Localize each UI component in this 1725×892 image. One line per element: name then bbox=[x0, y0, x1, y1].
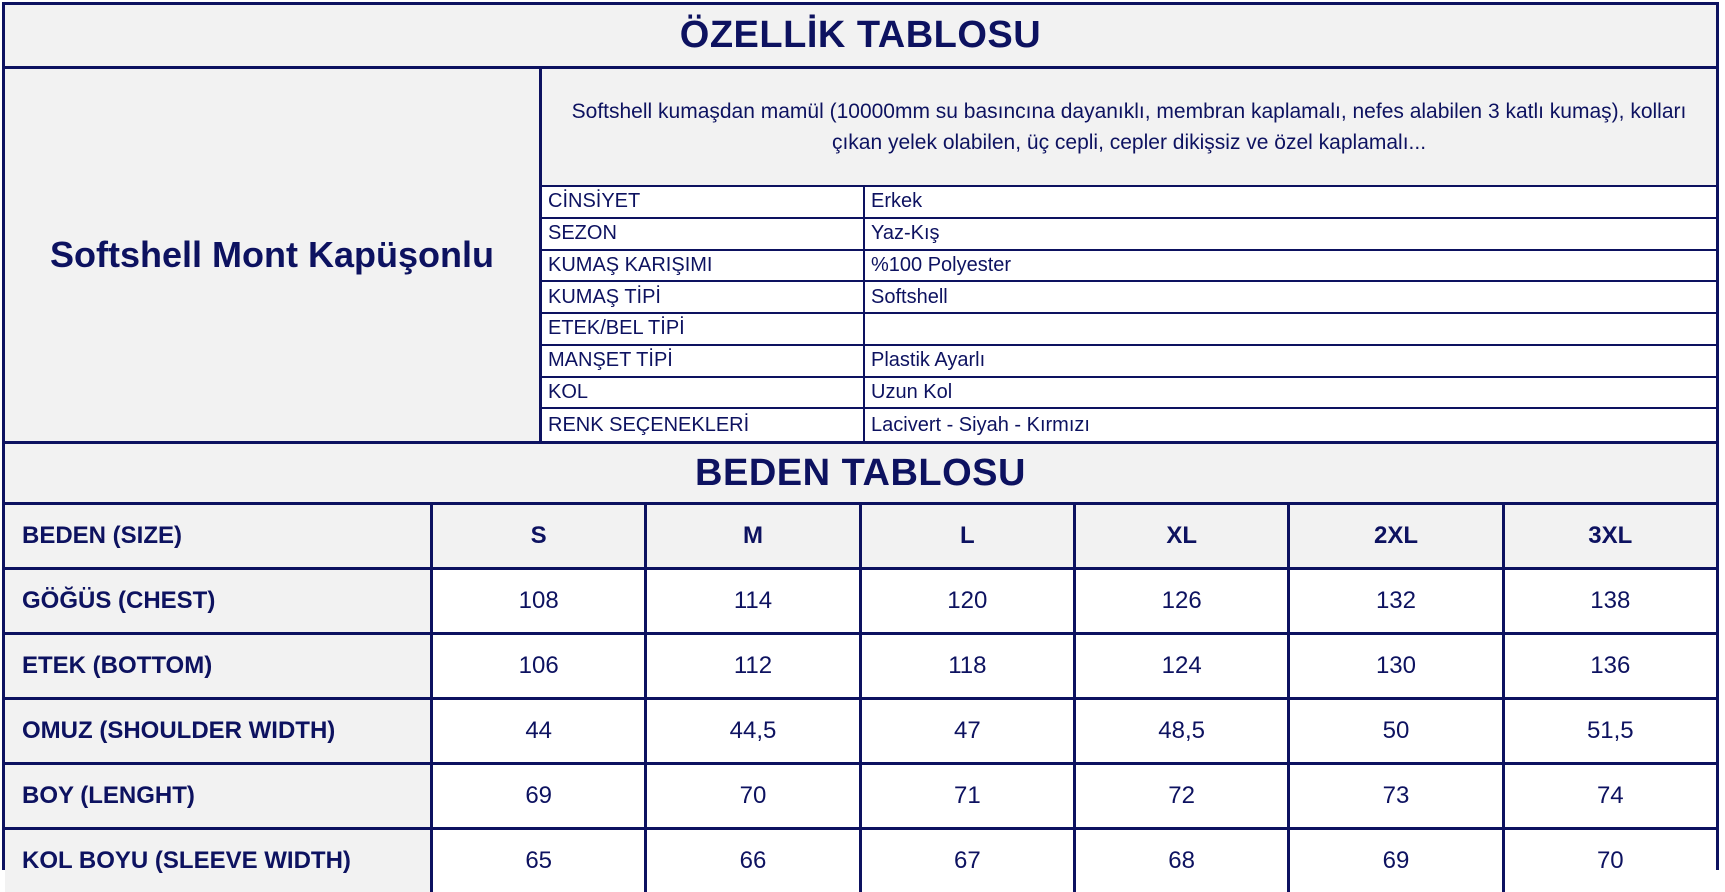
measure-cell: 50 bbox=[1290, 700, 1504, 762]
size-table bbox=[5, 505, 1716, 874]
measure-cell: 118 bbox=[862, 635, 1076, 697]
measure-cell: 108 bbox=[433, 570, 647, 632]
measure-label: OMUZ (SHOULDER WIDTH) bbox=[5, 700, 433, 762]
attribute-row bbox=[542, 346, 1716, 378]
size-header-cell: 2XL bbox=[1290, 505, 1504, 567]
spec-sheet bbox=[2, 2, 1719, 874]
attribute-key: ETEK/BEL TİPİ bbox=[542, 314, 865, 344]
product-description: Softshell kumaşdan mamül (10000mm su basıncına dayanıklı, membran kaplamalı, nefes alabilen 3 katlı kumaş), kolları çıkan yelek olabilen, üç cepli, cepler dikişsiz ve özel kaplamalı... bbox=[542, 69, 1716, 187]
size-row-sleeve bbox=[5, 830, 1716, 892]
attribute-value: %100 Polyester bbox=[871, 253, 1012, 276]
measure-cell: 126 bbox=[1076, 570, 1290, 632]
measure-cell: 44 bbox=[433, 700, 647, 762]
measure-cell: 73 bbox=[1290, 765, 1504, 827]
measure-cell: 68 bbox=[1076, 830, 1290, 892]
product-name: Softshell Mont Kapüşonlu bbox=[5, 69, 542, 441]
measure-cell: 106 bbox=[433, 635, 647, 697]
measure-cell: 67 bbox=[862, 830, 1076, 892]
attribute-row bbox=[542, 187, 1716, 219]
attribute-row bbox=[542, 409, 1716, 441]
attribute-value: Erkek bbox=[871, 190, 923, 213]
size-row-chest bbox=[5, 570, 1716, 635]
measure-cell: 136 bbox=[1505, 635, 1716, 697]
attribute-row bbox=[542, 314, 1716, 346]
attribute-value: Lacivert - Siyah - Kırmızı bbox=[871, 413, 1090, 436]
attribute-row bbox=[542, 251, 1716, 283]
attribute-row bbox=[542, 282, 1716, 314]
attribute-key: KOL bbox=[542, 378, 865, 408]
size-header-cell: M bbox=[647, 505, 861, 567]
size-header-cell: XL bbox=[1076, 505, 1290, 567]
measure-cell: 70 bbox=[647, 765, 861, 827]
size-header-cell: L bbox=[862, 505, 1076, 567]
measure-cell: 138 bbox=[1505, 570, 1716, 632]
measure-cell: 70 bbox=[1505, 830, 1716, 892]
feature-table-title: ÖZELLİK TABLOSU bbox=[5, 5, 1716, 69]
size-header-row bbox=[5, 505, 1716, 570]
attribute-value: Uzun Kol bbox=[871, 380, 953, 403]
attribute-row bbox=[542, 219, 1716, 251]
measure-cell: 44,5 bbox=[647, 700, 861, 762]
attribute-list bbox=[542, 187, 1716, 441]
attribute-value: Yaz-Kış bbox=[871, 222, 940, 245]
attribute-row bbox=[542, 378, 1716, 410]
feature-table bbox=[5, 69, 1716, 441]
measure-cell: 132 bbox=[1290, 570, 1504, 632]
size-header-cell: 3XL bbox=[1505, 505, 1716, 567]
attribute-key: SEZON bbox=[542, 219, 865, 249]
attribute-key: RENK SEÇENEKLERİ bbox=[542, 409, 865, 441]
measure-cell: 71 bbox=[862, 765, 1076, 827]
attribute-value: Plastik Ayarlı bbox=[871, 349, 986, 372]
size-header-cell: S bbox=[433, 505, 647, 567]
attribute-key: MANŞET TİPİ bbox=[542, 346, 865, 376]
measure-cell: 69 bbox=[433, 765, 647, 827]
attribute-key: KUMAŞ TİPİ bbox=[542, 282, 865, 312]
measure-label: ETEK (BOTTOM) bbox=[5, 635, 433, 697]
measure-cell: 120 bbox=[862, 570, 1076, 632]
size-row-length bbox=[5, 765, 1716, 830]
size-header-label: BEDEN (SIZE) bbox=[5, 505, 433, 567]
measure-cell: 72 bbox=[1076, 765, 1290, 827]
size-table-title: BEDEN TABLOSU bbox=[5, 441, 1716, 505]
attribute-value bbox=[865, 314, 1716, 344]
measure-cell: 65 bbox=[433, 830, 647, 892]
measure-label: KOL BOYU (SLEEVE WIDTH) bbox=[5, 830, 433, 892]
measure-cell: 114 bbox=[647, 570, 861, 632]
measure-cell: 124 bbox=[1076, 635, 1290, 697]
measure-label: BOY (LENGHT) bbox=[5, 765, 433, 827]
measure-cell: 48,5 bbox=[1076, 700, 1290, 762]
measure-cell: 51,5 bbox=[1505, 700, 1716, 762]
attribute-key: KUMAŞ KARIŞIMI bbox=[542, 251, 865, 281]
measure-cell: 130 bbox=[1290, 635, 1504, 697]
attribute-key: CİNSİYET bbox=[542, 187, 865, 217]
attribute-value: Softshell bbox=[871, 285, 948, 308]
measure-cell: 47 bbox=[862, 700, 1076, 762]
measure-cell: 66 bbox=[647, 830, 861, 892]
size-row-shoulder bbox=[5, 700, 1716, 765]
measure-cell: 74 bbox=[1505, 765, 1716, 827]
size-row-bottom bbox=[5, 635, 1716, 700]
measure-cell: 112 bbox=[647, 635, 861, 697]
measure-cell: 69 bbox=[1290, 830, 1504, 892]
measure-label: GÖĞÜS (CHEST) bbox=[5, 570, 433, 632]
